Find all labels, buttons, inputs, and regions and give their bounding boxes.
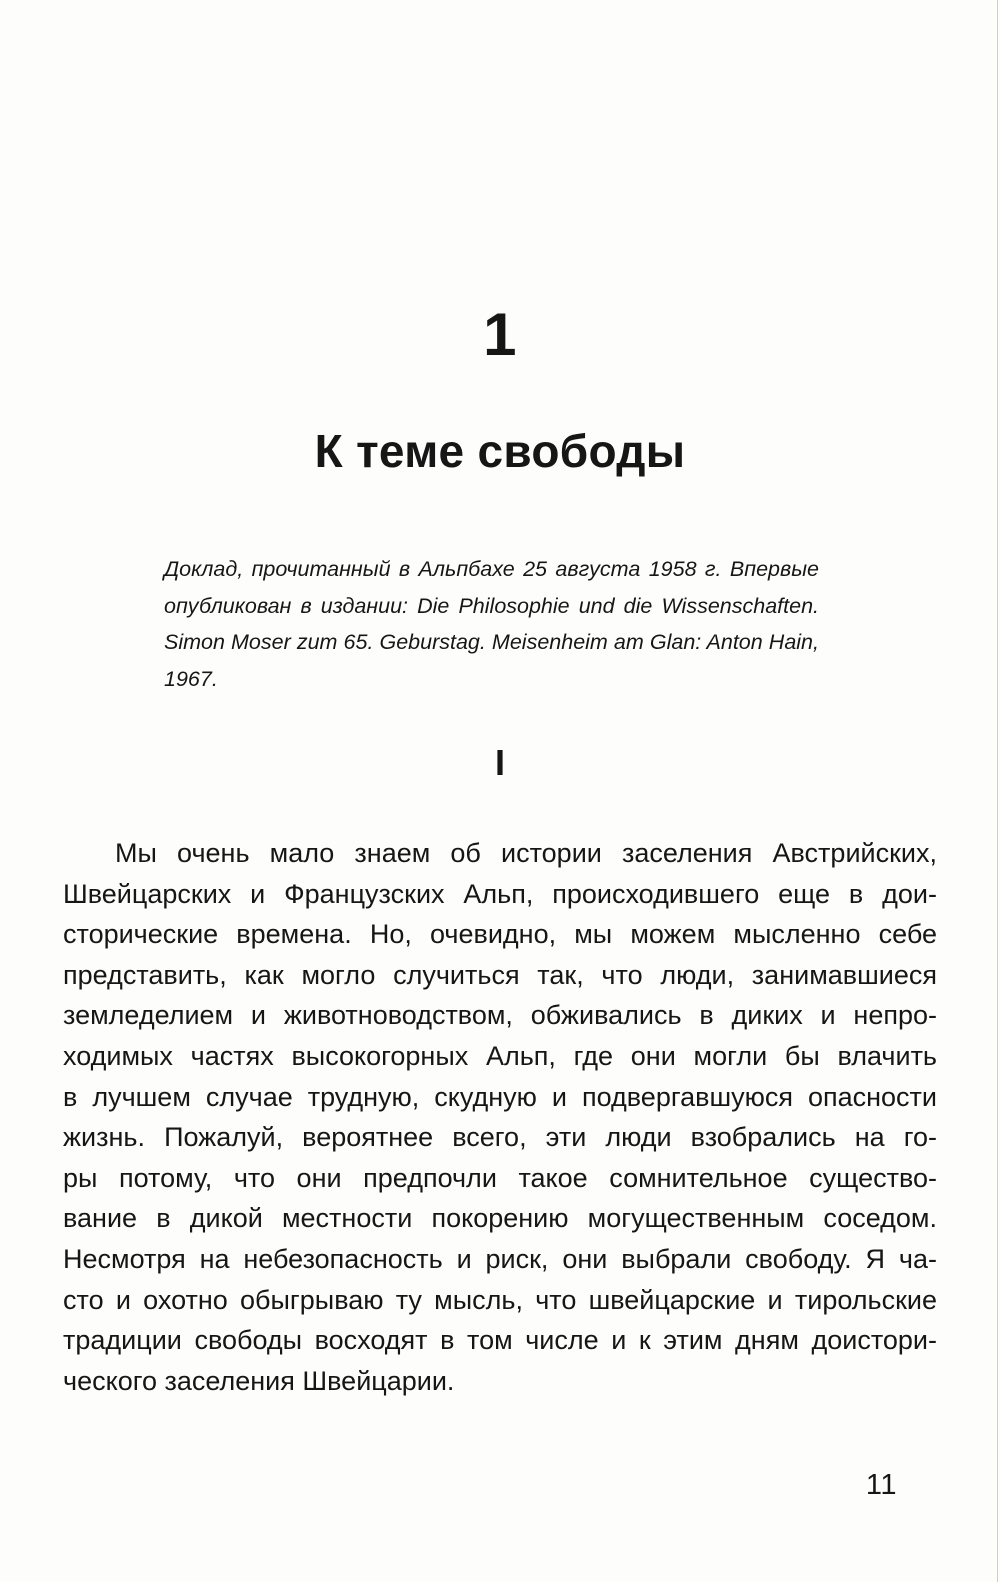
body-line: земледелием и животноводством, обживались в диких и непро- xyxy=(63,1000,937,1031)
epigraph-line: опубликован в издании: Die Philosophie und die Wissenschaften. xyxy=(164,593,819,618)
epigraph-line: Доклад, прочитанный в Альпбахе 25 августа 1958 г. Впервые xyxy=(164,557,819,581)
body-line: в лучшем случае трудную, скудную и подвергавшуюся опасности xyxy=(63,1081,937,1112)
body-line: сто и охотно обыгрываю ту мысль, что швейцарские и тирольские xyxy=(63,1284,937,1315)
page-number: 11 xyxy=(865,1469,897,1501)
chapter-title: К теме свободы xyxy=(314,425,686,477)
body-line: жизнь. Пожалуй, вероятнее всего, эти люди взобрались на го- xyxy=(63,1122,937,1153)
scan-edge-line xyxy=(997,0,998,1582)
body-line: Мы очень мало знаем об истории заселения Австрийских, xyxy=(115,838,937,868)
section-marker: I xyxy=(494,742,505,783)
body-line: Несмотря на небезопасность и риск, они выбрали свободу. Я ча- xyxy=(63,1243,937,1274)
body-line: традиции свободы восходят в том числе и к этим дням доистори- xyxy=(63,1325,937,1356)
body-line: ческого заселения Швейцарии. xyxy=(63,1365,455,1396)
body-line: ходимых частях высокогорных Альп, где они могли бы влачить xyxy=(63,1040,937,1071)
body-line: ры потому, что они предпочли такое сомнительное существо- xyxy=(63,1162,937,1193)
body-line: Швейцарских и Французских Альп, происходившего еще в дои- xyxy=(63,878,937,909)
body-paragraph xyxy=(63,833,937,1401)
chapter-number: 1 xyxy=(483,301,517,368)
body-line: представить, как могло случиться так, что люди, занимавшиеся xyxy=(63,959,937,990)
body-line: вание в дикой местности покорению могущественным соседом. xyxy=(63,1203,937,1234)
body-line: сторические времена. Но, очевидно, мы можем мысленно себе xyxy=(63,919,937,950)
epigraph xyxy=(164,551,819,697)
epigraph-line: Simon Moser zum 65. Geburstag. Meisenheim am Glan: Anton Hain, 1967. xyxy=(164,630,819,691)
